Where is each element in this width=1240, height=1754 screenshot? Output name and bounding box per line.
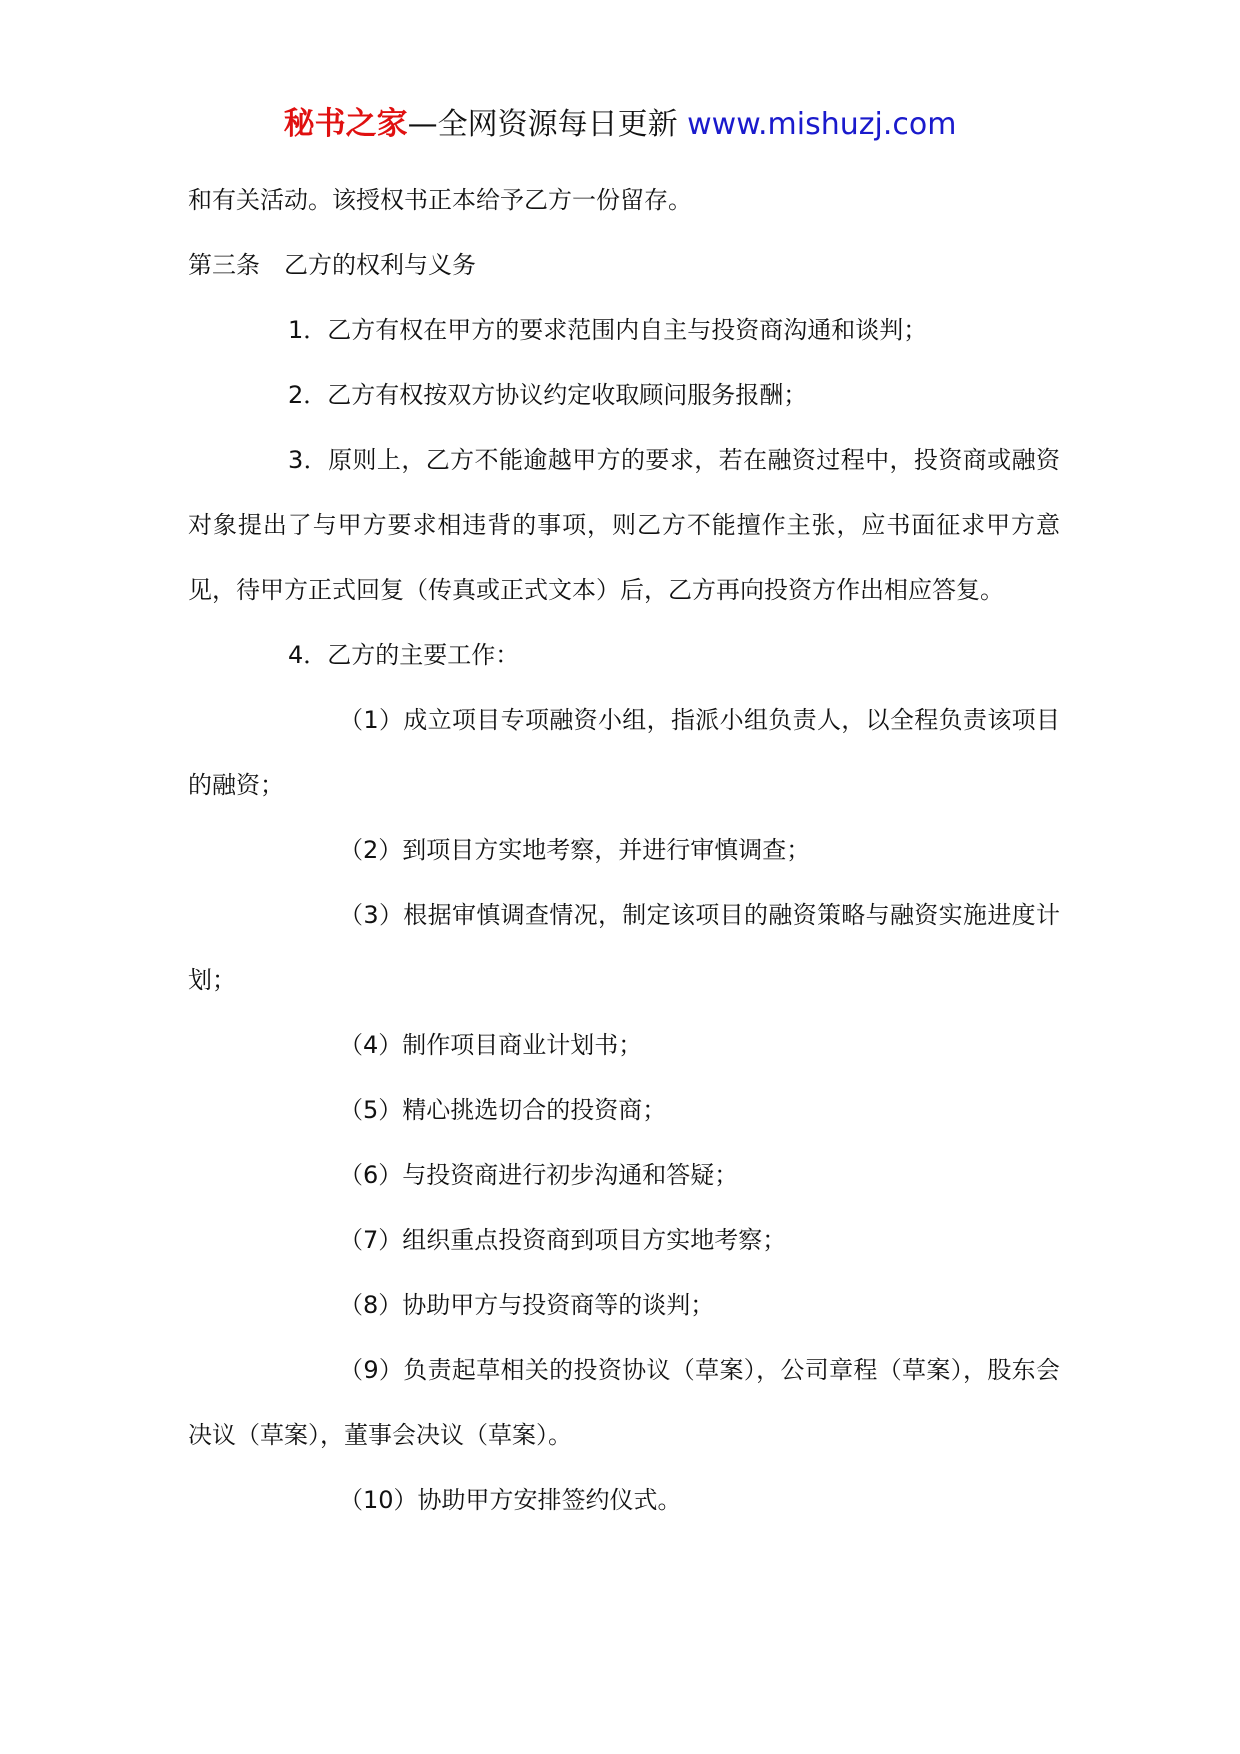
sub-item: （7）组织重点投资商到项目方实地考察； (339, 1226, 787, 1254)
sub-item: （1）成立项目专项融资小组，指派小组负责人，以全程负责该项目的融资； (188, 706, 1060, 799)
sub-item: （5）精心挑选切合的投资商； (339, 1096, 667, 1124)
clause-item: 1．乙方有权在甲方的要求范围内自主与投资商沟通和谈判； (288, 316, 928, 344)
sub-item: （6）与投资商进行初步沟通和答疑； (339, 1161, 739, 1189)
site-brand: 秘书之家 (283, 106, 408, 142)
site-slogan: —全网资源每日更新 (407, 107, 678, 142)
clause-item: 4．乙方的主要工作： (288, 641, 520, 669)
paragraph-continuation: 和有关活动。该授权书正本给予乙方一份留存。 (188, 186, 692, 214)
document-body (188, 168, 1060, 1533)
section-heading: 第三条 乙方的权利与义务 (188, 251, 476, 279)
sub-item: （2）到项目方实地考察，并进行审慎调查； (339, 836, 811, 864)
sub-item: （10）协助甲方安排签约仪式。 (339, 1486, 682, 1514)
site-url-link[interactable]: www.mishuzj.com (687, 107, 957, 142)
sub-item: （3）根据审慎调查情况，制定该项目的融资策略与融资实施进度计划； (188, 901, 1060, 994)
sub-item: （9）负责起草相关的投资协议（草案），公司章程（草案），股东会决议（草案），董事会决议（草案）。 (188, 1356, 1060, 1449)
site-header (0, 104, 1240, 145)
clause-item: 3．原则上，乙方不能逾越甲方的要求，若在融资过程中，投资商或融资对象提出了与甲方要求相违背的事项，则乙方不能擅作主张，应书面征求甲方意见，待甲方正式回复（传真或正式文本）后，乙方再向投资方作出相应答复。 (188, 446, 1060, 604)
sub-item: （8）协助甲方与投资商等的谈判； (339, 1291, 715, 1319)
clause-item: 2．乙方有权按双方协议约定收取顾问服务报酬； (288, 381, 808, 409)
sub-item: （4）制作项目商业计划书； (339, 1031, 643, 1059)
